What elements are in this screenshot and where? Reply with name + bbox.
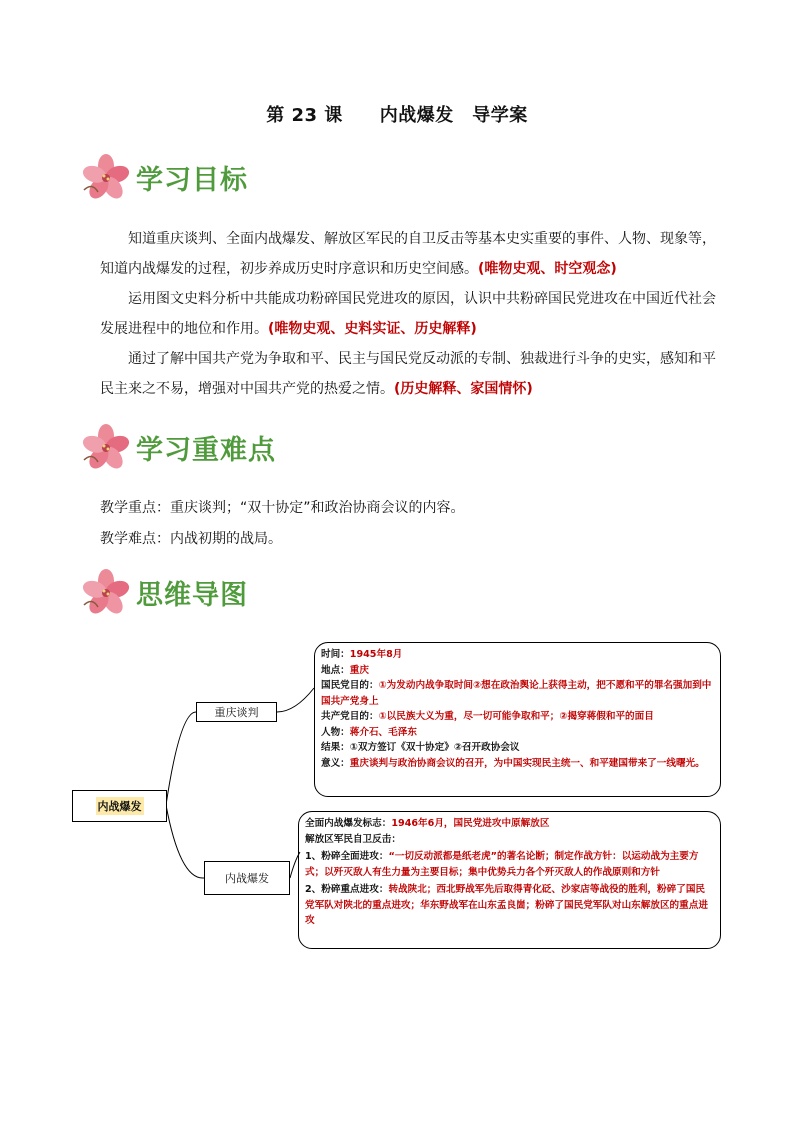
teaching-focus: 教学重点：重庆谈判；“双十协定”和政治协商会议的内容。 <box>100 500 465 516</box>
detail-point-1: 1、粉碎全面进攻：“一切反动派都是纸老虎”的著名论断；制定作战方针：以运动战为主要方式；以歼灭敌人有生力量为主要目标；集中优势兵力各个歼灭敌人的作战原则和方针 <box>305 851 699 878</box>
objective-text: 知道重庆谈判、全面内战爆发、解放区军民的自卫反击等基本史实重要的事件、人物、现象等，知道内战爆发的过程，初步养成历史时序意识和历史空间感。 <box>100 231 716 277</box>
objective-tag: (唯物史观、史料实证、历史解释) <box>268 321 477 337</box>
objective-text: 通过了解中国共产党为争取和平、民主与国民党反动派的专制、独裁进行斗争的史实，感知和平民主来之不易，增强对中国共产党的热爱之情。 <box>100 351 716 397</box>
mindmap-branch-civilwar <box>204 861 290 895</box>
mindmap-root <box>72 790 167 822</box>
objective-tag: (唯物史观、时空观念) <box>478 261 617 277</box>
teaching-difficulty: 教学难点：内战初期的战局。 <box>100 531 282 547</box>
detail-time: 时间：1945年8月 <box>321 649 403 660</box>
detail-result: 结果：①双方签订《双十协定》②召开政协会议 <box>321 742 520 753</box>
detail-people: 人物：蒋介石、毛泽东 <box>321 726 417 738</box>
branch-label: 重庆谈判 <box>214 706 259 719</box>
section-label: 学习重难点 <box>136 435 276 466</box>
panel-civilwar-details <box>298 811 721 949</box>
detail-kmt-goal: 国民党目的：①为发动内战争取时间②想在政治舆论上获得主动，把不愿和平的罪名强加到中国共产党身上 <box>321 680 712 707</box>
branch-label: 内战爆发 <box>225 872 269 885</box>
detail-counter: 解放区军民自卫反击： <box>305 833 401 845</box>
detail-point-2: 2、粉碎重点进攻：转战陕北；西北野战军先后取得青化砭、沙家店等战役的胜利，粉碎了国民党军队对陕北的重点进攻；华东野战军在山东孟良崮；粉碎了国民党军队对山东解放区的重点进攻 <box>305 884 708 926</box>
objective-tag: (历史解释、家国情怀) <box>394 381 533 397</box>
detail-war-sign: 全面内战爆发标志：1946年6月，国民党进攻中原解放区 <box>305 818 550 829</box>
detail-place: 地点：重庆 <box>321 664 369 676</box>
section-label: 学习目标 <box>136 165 248 196</box>
detail-meaning: 意义：重庆谈判与政治协商会议的召开，为中国实现民主统一、和平建国带来了一线曙光。 <box>321 757 705 769</box>
objective-text: 运用图文史料分析中共能成功粉碎国民党进攻的原因，认识中共粉碎国民党进攻在中国近代社会发展进程中的地位和作用。 <box>100 291 716 337</box>
mindmap-root-label: 内战爆发 <box>96 797 144 815</box>
mindmap-branch-chongqing <box>196 702 277 722</box>
page-title: 第 23 课 内战爆发 导学案 <box>266 105 528 126</box>
section-label: 思维导图 <box>136 580 248 611</box>
detail-ccp-goal: 共产党目的：①以民族大义为重，尽一切可能争取和平；②揭穿蒋假和平的面目 <box>321 711 654 722</box>
panel-chongqing-details <box>314 642 721 797</box>
